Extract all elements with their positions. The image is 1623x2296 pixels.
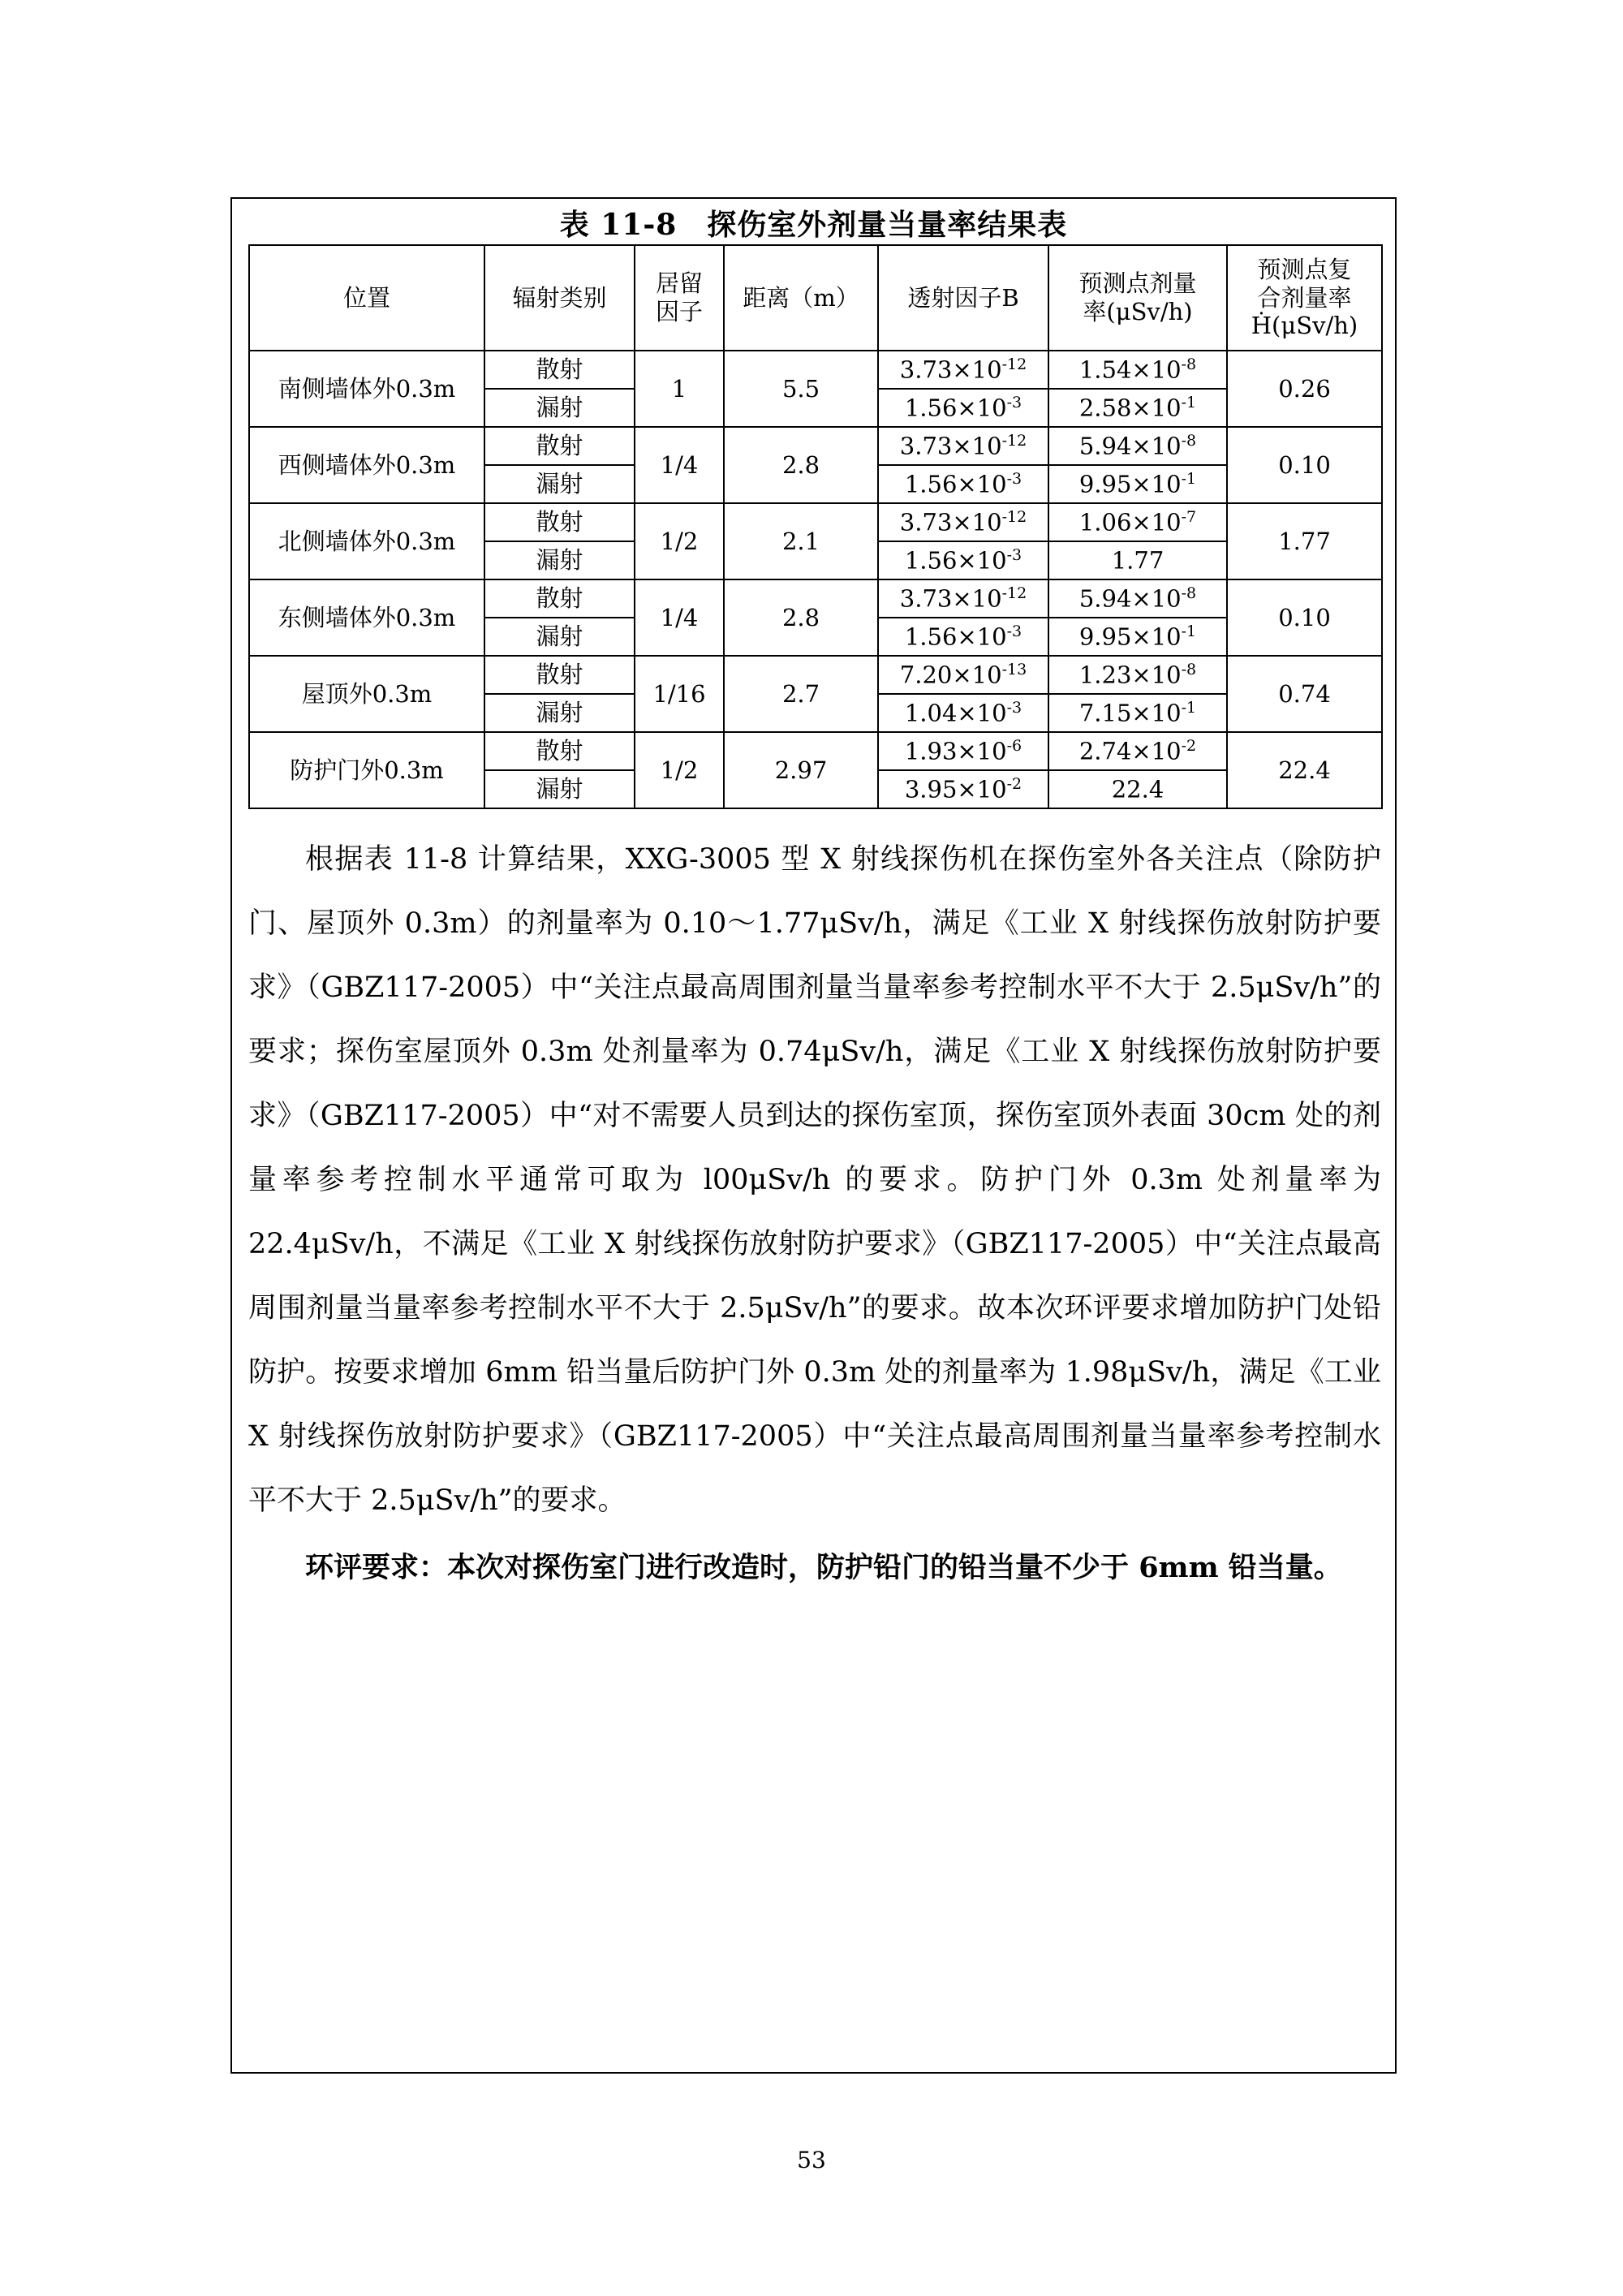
radiation-type-cell: 散射 (484, 579, 635, 618)
transmission-cell-exponent: -12 (1001, 507, 1027, 526)
predicted-rate-cell-exponent: -8 (1181, 431, 1197, 450)
transmission-cell (878, 541, 1048, 579)
predicted-rate-cell (1048, 351, 1227, 389)
occupancy-cell: 1/2 (635, 732, 724, 808)
transmission-cell-exponent: -3 (1006, 545, 1022, 564)
table-row (249, 351, 1382, 389)
distance-cell: 2.97 (724, 732, 878, 808)
header-predicted-rate: 预测点剂量 率(μSv/h) (1048, 245, 1227, 351)
transmission-cell-mantissa: 1.56×10 (904, 394, 1007, 422)
radiation-type-cell: 漏射 (484, 694, 635, 732)
radiation-type-cell: 散射 (484, 503, 635, 541)
transmission-cell (878, 389, 1048, 427)
occupancy-cell: 1/16 (635, 656, 724, 732)
requirement-paragraph: 环评要求：本次对探伤室门进行改造时，防护铅门的铅当量不少于 6mm 铅当量。 (305, 1551, 1342, 1584)
predicted-rate-cell (1048, 770, 1227, 808)
combined-rate-cell: 0.10 (1227, 427, 1382, 503)
analysis-paragraph: 根据表 11-8 计算结果，XXG-3005 型 X 射线探伤机在探伤室外各关注点（除防护门、屋顶外 0.3m）的剂量率为 0.10～1.77μSv/h，满足《工业 X 射线探伤放射防护要求》（GBZ117-2005）中“关注点最高周围剂量当量率参考控制水平不大于 2.5μSv/h”的要求；探伤室屋顶外 0.3m 处剂量率为 0.74μSv/h，满足《工业 X 射线探伤放射防护要求》（GBZ117-2005）中“对不需要人员到达的探伤室顶，探伤室顶外表面 30cm 处的剂量率参考控制水平通常可取为 l00μSv/h 的要求。防护门外 0.3m 处剂量率为 22.4μSv/h，不满足《工业 X 射线探伤放射防护要求》（GBZ117-2005）中“关注点最高周围剂量当量率参考控制水平不大于 2.5μSv/h”的要求。故本次环评要求增加防护门处铅防护。按要求增加 6mm 铅当量后防护门外 0.3m 处的剂量率为 1.98μSv/h，满足《工业 X 射线探伤放射防护要求》（GBZ117-2005）中“关注点最高周围剂量当量率参考控制水平不大于 2.5μSv/h”的要求。 (248, 843, 1381, 1517)
transmission-cell-mantissa: 1.93×10 (904, 737, 1007, 765)
radiation-type-cell: 散射 (484, 427, 635, 465)
predicted-rate-cell-mantissa: 1.23×10 (1078, 661, 1182, 689)
transmission-cell-exponent: -6 (1006, 736, 1022, 755)
predicted-rate-cell (1048, 465, 1227, 503)
content-frame (230, 197, 1397, 2074)
predicted-rate-cell-mantissa: 1.06×10 (1078, 508, 1182, 536)
transmission-cell-exponent: -13 (1001, 660, 1027, 678)
predicted-rate-cell-exponent: -2 (1181, 736, 1197, 755)
predicted-rate-cell (1048, 579, 1227, 618)
transmission-cell-mantissa: 3.73×10 (899, 355, 1002, 384)
predicted-rate-cell-exponent: -1 (1181, 698, 1197, 717)
predicted-rate-cell-exponent: -1 (1181, 469, 1197, 488)
predicted-rate-cell-exponent: -1 (1181, 622, 1197, 640)
transmission-cell-mantissa: 3.73×10 (899, 432, 1002, 460)
location-cell: 防护门外0.3m (249, 732, 484, 808)
combined-rate-cell: 22.4 (1227, 732, 1382, 808)
radiation-type-cell: 散射 (484, 656, 635, 694)
transmission-cell (878, 503, 1048, 541)
table-row (249, 579, 1382, 618)
location-cell: 西侧墙体外0.3m (249, 427, 484, 503)
transmission-cell (878, 351, 1048, 389)
predicted-rate-cell-exponent: -1 (1181, 393, 1197, 411)
predicted-rate-cell (1048, 732, 1227, 770)
predicted-rate-cell-exponent: -8 (1181, 584, 1197, 602)
header-distance: 距离（m） (724, 245, 878, 351)
radiation-type-cell: 散射 (484, 351, 635, 389)
transmission-cell (878, 770, 1048, 808)
transmission-cell-mantissa: 3.95×10 (904, 775, 1007, 803)
radiation-type-cell: 漏射 (484, 770, 635, 808)
table-header-row (249, 245, 1382, 351)
predicted-rate-cell-mantissa: 1.77 (1111, 546, 1165, 575)
table-row (249, 427, 1382, 465)
radiation-type-cell: 漏射 (484, 465, 635, 503)
transmission-cell (878, 656, 1048, 694)
transmission-cell-exponent: -3 (1006, 622, 1022, 640)
transmission-cell-exponent: -12 (1001, 431, 1027, 450)
transmission-cell (878, 579, 1048, 618)
transmission-cell-mantissa: 3.73×10 (899, 584, 1002, 613)
header-location: 位置 (249, 245, 484, 351)
radiation-type-cell: 漏射 (484, 541, 635, 579)
table-row (249, 503, 1382, 541)
transmission-cell-mantissa: 3.73×10 (899, 508, 1002, 536)
transmission-cell-exponent: -3 (1006, 698, 1022, 717)
distance-cell: 2.8 (724, 427, 878, 503)
location-cell: 南侧墙体外0.3m (249, 351, 484, 427)
predicted-rate-cell-mantissa: 9.95×10 (1078, 470, 1182, 498)
predicted-rate-cell-exponent: -8 (1181, 355, 1197, 373)
combined-rate-cell: 0.10 (1227, 579, 1382, 656)
combined-rate-cell: 0.26 (1227, 351, 1382, 427)
predicted-rate-cell (1048, 618, 1227, 656)
combined-rate-cell: 1.77 (1227, 503, 1382, 579)
predicted-rate-cell (1048, 503, 1227, 541)
transmission-cell (878, 694, 1048, 732)
location-cell: 屋顶外0.3m (249, 656, 484, 732)
table-row (249, 732, 1382, 770)
distance-cell: 2.1 (724, 503, 878, 579)
predicted-rate-cell-mantissa: 1.54×10 (1078, 355, 1182, 384)
transmission-cell-mantissa: 1.56×10 (904, 546, 1007, 575)
page-number: 53 (797, 2147, 826, 2173)
header-occupancy: 居留 因子 (635, 245, 724, 351)
transmission-cell (878, 618, 1048, 656)
table-caption: 表 11-8 探伤室外剂量当量率结果表 (559, 208, 1068, 242)
table-row (249, 656, 1382, 694)
predicted-rate-cell (1048, 427, 1227, 465)
transmission-cell-exponent: -3 (1006, 393, 1022, 411)
occupancy-cell: 1 (635, 351, 724, 427)
transmission-cell-exponent: -3 (1006, 469, 1022, 488)
combined-rate-cell: 0.74 (1227, 656, 1382, 732)
transmission-cell (878, 427, 1048, 465)
transmission-cell-exponent: -12 (1001, 355, 1027, 373)
dose-rate-table (248, 244, 1383, 809)
distance-cell: 2.7 (724, 656, 878, 732)
transmission-cell-mantissa: 1.56×10 (904, 470, 1007, 498)
predicted-rate-cell-mantissa: 5.94×10 (1078, 432, 1182, 460)
predicted-rate-cell-mantissa: 2.74×10 (1078, 737, 1182, 765)
predicted-rate-cell-exponent: -8 (1181, 660, 1197, 678)
body-text (248, 828, 1381, 1600)
transmission-cell (878, 732, 1048, 770)
transmission-cell (878, 465, 1048, 503)
transmission-cell-exponent: -2 (1006, 774, 1022, 793)
header-radiation-type: 辐射类别 (484, 245, 635, 351)
radiation-type-cell: 漏射 (484, 389, 635, 427)
distance-cell: 5.5 (724, 351, 878, 427)
transmission-cell-exponent: -12 (1001, 584, 1027, 602)
predicted-rate-cell-mantissa: 9.95×10 (1078, 622, 1182, 651)
location-cell: 东侧墙体外0.3m (249, 579, 484, 656)
predicted-rate-cell (1048, 656, 1227, 694)
distance-cell: 2.8 (724, 579, 878, 656)
radiation-type-cell: 漏射 (484, 618, 635, 656)
predicted-rate-cell (1048, 389, 1227, 427)
header-combined-rate: 预测点复 合剂量率 Ḣ(μSv/h) (1227, 245, 1382, 351)
transmission-cell-mantissa: 7.20×10 (899, 661, 1002, 689)
radiation-type-cell: 散射 (484, 732, 635, 770)
occupancy-cell: 1/4 (635, 579, 724, 656)
predicted-rate-cell-mantissa: 7.15×10 (1078, 699, 1182, 727)
predicted-rate-cell-exponent: -7 (1181, 507, 1197, 526)
transmission-cell-mantissa: 1.04×10 (904, 699, 1007, 727)
header-transmission: 透射因子B (878, 245, 1048, 351)
occupancy-cell: 1/2 (635, 503, 724, 579)
predicted-rate-cell-mantissa: 2.58×10 (1078, 394, 1182, 422)
predicted-rate-cell (1048, 541, 1227, 579)
predicted-rate-cell (1048, 694, 1227, 732)
transmission-cell-mantissa: 1.56×10 (904, 622, 1007, 651)
location-cell: 北侧墙体外0.3m (249, 503, 484, 579)
predicted-rate-cell-mantissa: 5.94×10 (1078, 584, 1182, 613)
predicted-rate-cell-mantissa: 22.4 (1111, 775, 1165, 803)
occupancy-cell: 1/4 (635, 427, 724, 503)
